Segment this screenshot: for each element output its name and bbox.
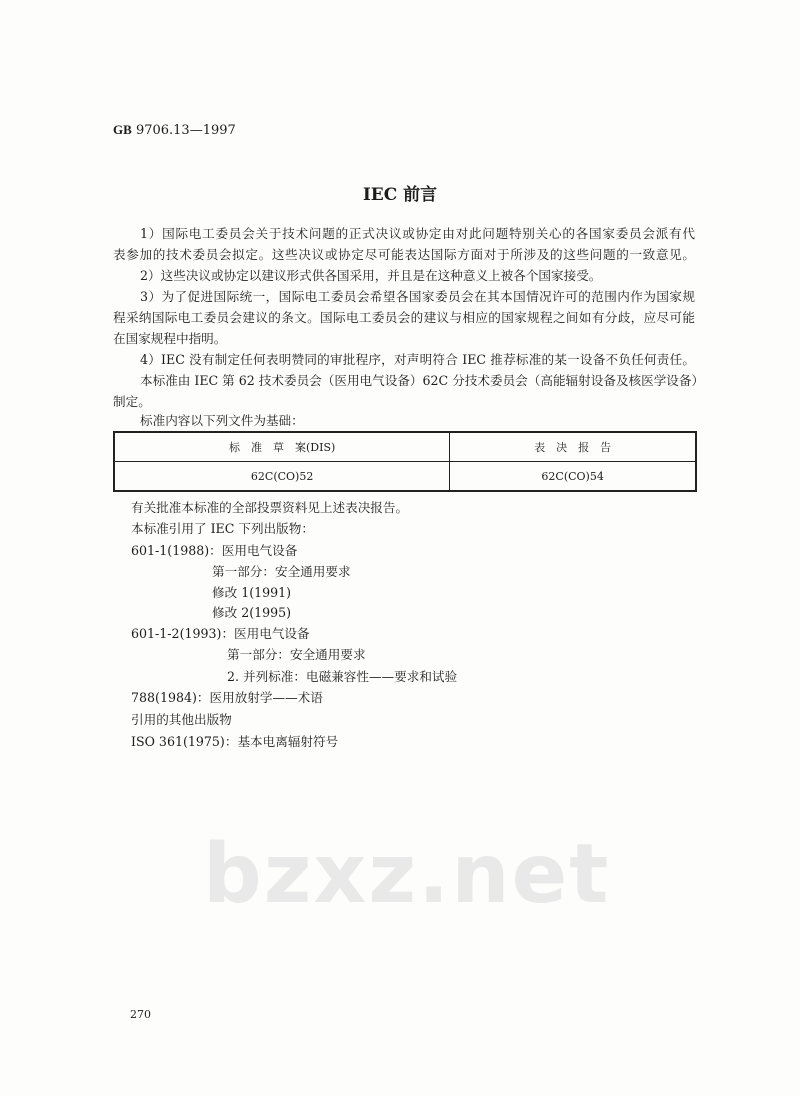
paragraph-2: 2）这些决议或协定以建议形式供各国采用，并且是在这种意义上被各个国家接受。 <box>140 268 602 283</box>
paragraph-5-line-1: 本标准由 IEC 第 62 技术委员会（医用电气设备）62C 分技术委员会（高能辐射设备及核医学设备） <box>140 373 705 388</box>
watermark: bzxz.net <box>203 827 611 922</box>
paragraph-4: 4）IEC 没有制定任何表明赞同的审批程序，对声明符合 IEC 推荐标准的某一设备不负任何责任。 <box>140 352 695 367</box>
reference-subitem: 修改 2(1995) <box>212 605 292 620</box>
other-references-heading: 引用的其他出版物 <box>131 712 232 727</box>
paragraph-5-line-2: 制定。 <box>113 394 151 409</box>
reference-subitem: 第一部分：安全通用要求 <box>212 564 351 579</box>
basis-documents-table <box>113 431 697 492</box>
reference-item: 788(1984)：医用放射学——术语 <box>131 690 323 705</box>
table-header-row <box>114 432 696 462</box>
table-header-cell: 表 决 报 告 <box>450 432 696 462</box>
reference-subitem: 第一部分：安全通用要求 <box>227 647 366 662</box>
paragraph-3-line-1: 3）为了促进国际统一，国际电工委员会希望各国家委员会在其本国情况许可的范围内作为国家规 <box>140 289 695 304</box>
reference-item: ISO 361(1975)：基本电离辐射符号 <box>131 734 339 749</box>
table-row <box>114 462 696 492</box>
references-intro: 本标准引用了 IEC 下列出版物： <box>131 521 314 536</box>
standard-code <box>113 122 236 138</box>
paragraph-1-line-1: 1）国际电工委员会关于技术问题的正式决议或协定由对此问题特别关心的各国家委员会派有代 <box>140 226 695 241</box>
reference-item: 601-1-2(1993)：医用电气设备 <box>131 626 310 641</box>
page-title: IEC 前言 <box>362 185 438 205</box>
table-header-cell: 标 准 草 案(DIS) <box>114 432 450 462</box>
page-number: 270 <box>130 1008 151 1021</box>
paragraph-6: 标准内容以下列文件为基础： <box>140 413 304 428</box>
table-cell: 62C(CO)52 <box>114 462 450 492</box>
paragraph-3-line-3: 在国家规程中指明。 <box>113 331 227 346</box>
reference-subitem: 修改 1(1991) <box>212 585 292 600</box>
standard-number: 9706.13—1997 <box>135 123 236 138</box>
reference-item: 601-1(1988)：医用电气设备 <box>131 543 298 558</box>
approval-note: 有关批准本标准的全部投票资料见上述表决报告。 <box>131 500 409 515</box>
standard-prefix: GB <box>113 122 132 137</box>
paragraph-1-line-2: 表参加的技术委员会拟定。这些决议或协定尽可能表达国际方面对于所涉及的这些问题的一致意见。 <box>113 247 695 262</box>
paragraph-3-line-2: 程采纳国际电工委员会建议的条文。国际电工委员会的建议与相应的国家规程之间如有分歧，应尽可能 <box>113 310 695 325</box>
reference-subitem: 2. 并列标准：电磁兼容性——要求和试验 <box>227 669 458 684</box>
table-cell: 62C(CO)54 <box>450 462 696 492</box>
